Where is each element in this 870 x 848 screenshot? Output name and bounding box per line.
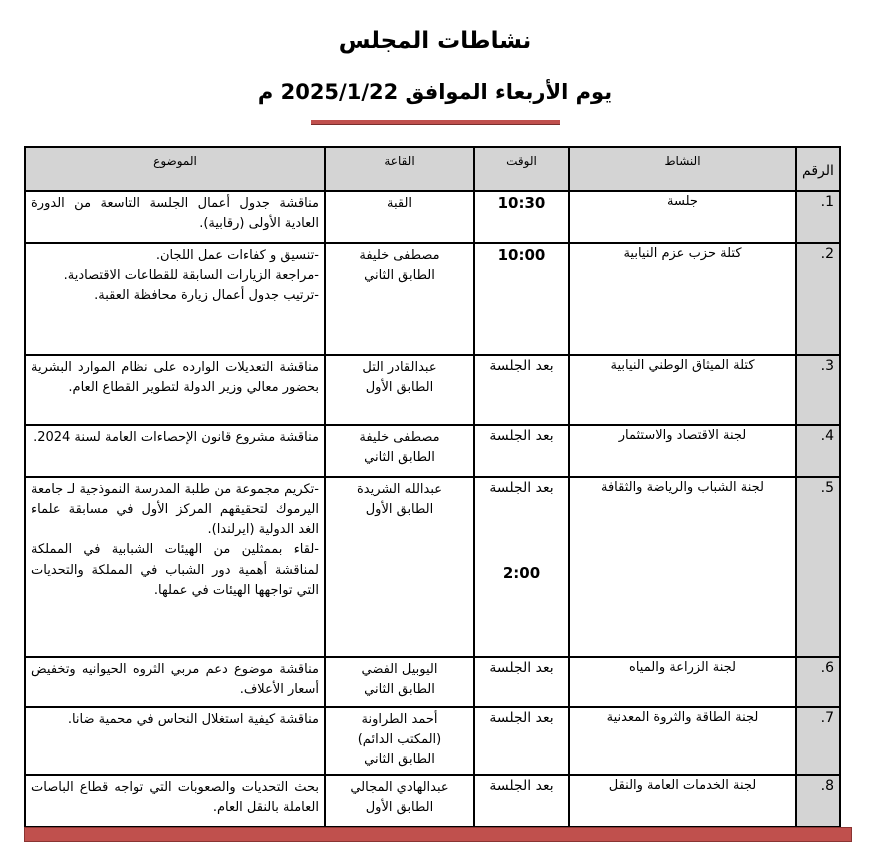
topic-line: -لقاء بممثلين من الهيئات الشبابية في المملكة لمناقشة أهمية دور الشباب في المملكة والتحديات التي تواجهها الهيئات في عملها. xyxy=(31,542,319,598)
topic-line: مناقشة كيفية استغلال النحاس في محمية ضانا. xyxy=(67,712,319,727)
hall-line: الطابق الأول xyxy=(365,502,434,518)
row-activity: لجنة الزراعة والمياه xyxy=(569,657,796,707)
hall-line: اليوبيل الفضي xyxy=(361,662,438,677)
header-activity: النشاط xyxy=(569,147,796,191)
hall-line: الطابق الثاني xyxy=(364,268,435,284)
row-time: 10:00 xyxy=(474,243,569,355)
row-topic xyxy=(25,775,325,827)
table-row xyxy=(25,477,840,657)
row-time xyxy=(474,477,569,657)
table-row xyxy=(25,355,840,425)
row-number: 4. xyxy=(796,425,840,477)
row-time: بعد الجلسة xyxy=(474,775,569,827)
row-activity: لجنة الشباب والرياضة والثقافة xyxy=(569,477,796,657)
row-time: بعد الجلسة xyxy=(474,657,569,707)
row-hall xyxy=(325,243,474,355)
row-time: بعد الجلسة xyxy=(474,707,569,775)
hall-line: الطابق الأول xyxy=(365,380,434,396)
hall-line: الطابق الأول xyxy=(365,800,434,816)
time-spacer xyxy=(480,496,563,564)
row-topic xyxy=(25,355,325,425)
table-header-row xyxy=(25,147,840,191)
topic-line: -تكريم مجموعة من طلبة المدرسة النموذجية لـ جامعة اليرموك لتحقيقهم المركز الأول في مسابقة علماء الغد الدولية (ايرلندا). xyxy=(31,482,319,538)
header-hall: القاعة xyxy=(325,147,474,191)
topic-line: مناقشة موضوع دعم مربي الثروه الحيوانيه وتخفيض أسعار الأعلاف. xyxy=(31,662,319,698)
table-row xyxy=(25,425,840,477)
hall-line: القبة xyxy=(386,196,413,211)
header-time: الوقت xyxy=(474,147,569,191)
topic-line: بحث التحديات والصعوبات التي تواجه قطاع الباصات العاملة بالنقل العام. xyxy=(31,780,319,816)
topic-line: -مراجعة الزيارات السابقة للقطاعات الاقتصادية. xyxy=(63,268,319,284)
topic-line: مناقشة جدول أعمال الجلسة التاسعة من الدورة العادية الأولى (رقابية). xyxy=(31,196,319,232)
row-time: بعد الجلسة xyxy=(474,425,569,477)
topic-line: مناقشة التعديلات الوارده على نظام الموارد البشرية بحضور معالي وزير الدولة لتطوير القطاع العام. xyxy=(31,360,319,396)
title-underline xyxy=(311,120,560,125)
row-topic xyxy=(25,707,325,775)
hall-line: عبدالقادر التل xyxy=(362,360,437,375)
row-time: بعد الجلسة xyxy=(474,355,569,425)
hall-line: الطابق الثاني xyxy=(364,450,435,466)
row-number: 8. xyxy=(796,775,840,827)
table-row xyxy=(25,775,840,827)
schedule-table xyxy=(24,146,841,828)
row-activity: لجنة الخدمات العامة والنقل xyxy=(569,775,796,827)
page-title: نشاطات المجلس xyxy=(338,28,532,54)
row-topic xyxy=(25,243,325,355)
footer-bar xyxy=(24,827,852,842)
row-topic xyxy=(25,191,325,243)
table-row xyxy=(25,657,840,707)
table-row xyxy=(25,191,840,243)
row-topic xyxy=(25,657,325,707)
hall-line: أحمد الطراونة xyxy=(361,712,438,727)
topic-line: -ترتيب جدول أعمال زيارة محافظة العقبة. xyxy=(94,288,319,304)
row-topic xyxy=(25,477,325,657)
row-hall xyxy=(325,477,474,657)
row-hall xyxy=(325,657,474,707)
row-time: 10:30 xyxy=(474,191,569,243)
row-hall xyxy=(325,425,474,477)
hall-line: الطابق الثاني xyxy=(364,752,435,768)
row-hall xyxy=(325,775,474,827)
row-hall xyxy=(325,191,474,243)
time-line: بعد الجلسة xyxy=(489,480,554,496)
row-number: 7. xyxy=(796,707,840,775)
hall-line: الطابق الثاني xyxy=(364,682,435,698)
row-activity: لجنة الطاقة والثروة المعدنية xyxy=(569,707,796,775)
topic-line: مناقشة مشروع قانون الإحصاءات العامة لسنة 2024. xyxy=(33,430,319,445)
row-topic xyxy=(25,425,325,477)
row-number: 6. xyxy=(796,657,840,707)
hall-line: عبدالله الشريدة xyxy=(356,482,443,497)
time-line-second: 2:00 xyxy=(502,564,541,582)
topic-line: -تنسيق و كفاءات عمل اللجان. xyxy=(155,248,319,263)
table-row xyxy=(25,243,840,355)
row-activity: لجنة الاقتصاد والاستثمار xyxy=(569,425,796,477)
row-number: 3. xyxy=(796,355,840,425)
header-number: الرقم xyxy=(796,147,840,191)
row-activity: كتلة الميثاق الوطني النيابية xyxy=(569,355,796,425)
hall-line: مصطفى خليفة xyxy=(359,248,440,263)
hall-line: عبدالهادي المجالي xyxy=(350,780,449,795)
row-hall xyxy=(325,355,474,425)
row-activity: كتلة حزب عزم النيابية xyxy=(569,243,796,355)
page-subtitle: يوم الأربعاء الموافق 2025/1/22 م xyxy=(257,80,613,104)
row-number: 1. xyxy=(796,191,840,243)
row-number: 2. xyxy=(796,243,840,355)
hall-line: (المكتب الدائم) xyxy=(357,732,442,748)
row-hall xyxy=(325,707,474,775)
hall-line: مصطفى خليفة xyxy=(359,430,440,445)
header-topic: الموضوع xyxy=(25,147,325,191)
table-row xyxy=(25,707,840,775)
row-number: 5. xyxy=(796,477,840,657)
row-activity: جلسة xyxy=(569,191,796,243)
